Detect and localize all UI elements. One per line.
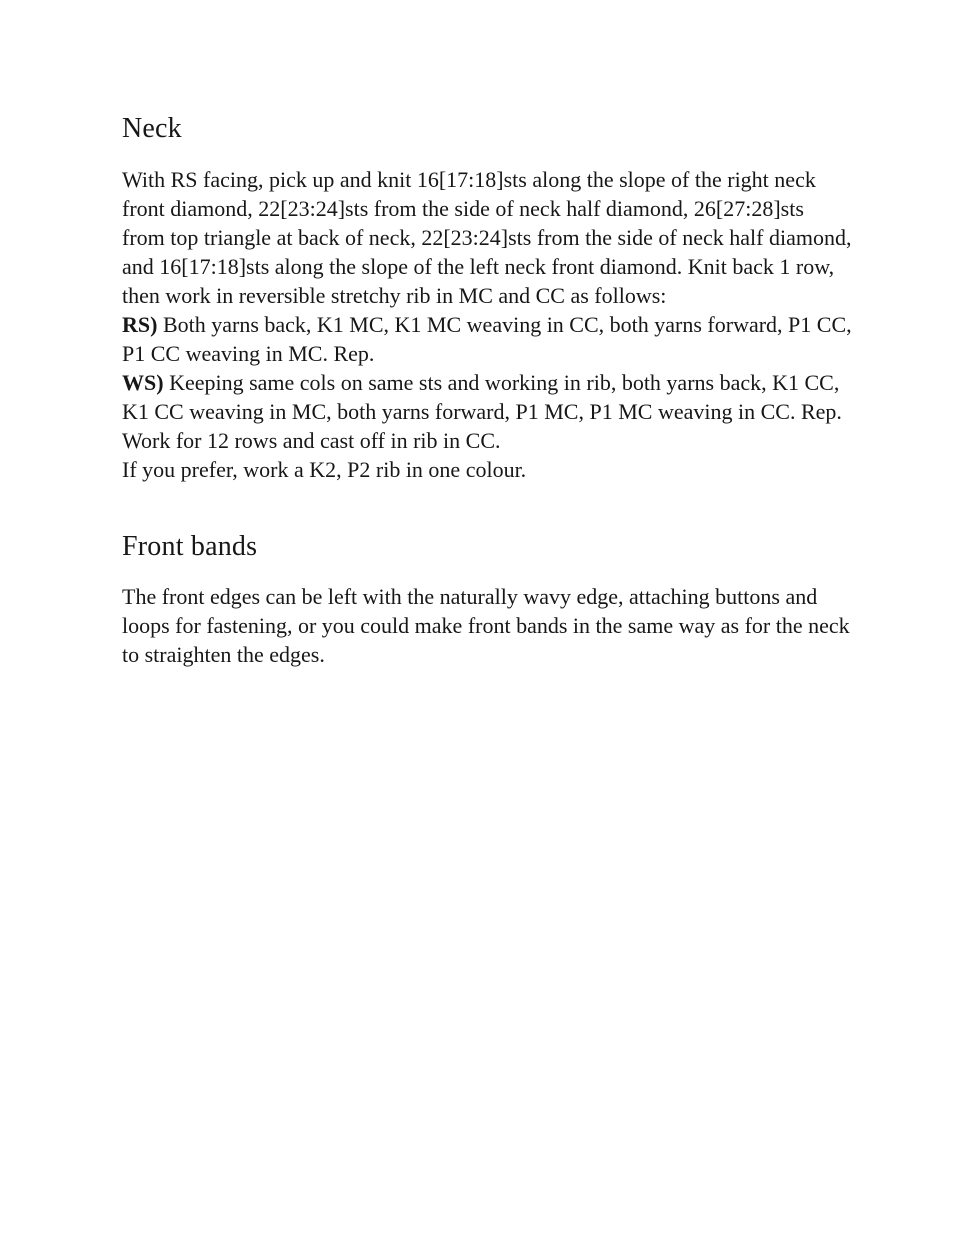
paragraph	[122, 368, 852, 426]
run-text: If you prefer, work a K2, P2 rib in one colour.	[122, 456, 527, 482]
run-text: With RS facing, pick up and knit 16[17:18]sts along the slope of the right neck front diamond, 22[23:24]sts from the side of neck half diamond, 26[27:28]sts from top triangle at back of neck, 22[23:24]sts from the side of neck half diamond, and 16[17:18]sts along the slope of the left neck front diamond. Knit back 1 row, then work in reversible stretchy rib in MC and CC as follows:	[122, 166, 852, 308]
run-text: Keeping same cols on same sts and working in rib, both yarns back, K1 CC, K1 CC weaving in MC, both yarns forward, P1 MC, P1 MC weaving in CC. Rep.	[122, 369, 842, 424]
paragraph	[122, 455, 852, 484]
run-bold: RS)	[122, 311, 158, 337]
page-content	[122, 112, 852, 669]
section-heading-front-bands: Front bands	[122, 530, 258, 562]
section-heading-neck: Neck	[122, 113, 182, 144]
paragraph	[122, 426, 852, 455]
run-text: Work for 12 rows and cast off in rib in CC.	[122, 427, 501, 453]
section-front-bands	[122, 530, 852, 670]
paragraph	[122, 165, 852, 310]
paragraph	[122, 310, 852, 368]
paragraph	[122, 582, 852, 669]
run-text: Both yarns back, K1 MC, K1 MC weaving in CC, both yarns forward, P1 CC, P1 CC weaving in MC. Rep.	[122, 311, 852, 366]
run-bold: WS)	[122, 369, 164, 395]
run-text: The front edges can be left with the naturally wavy edge, attaching buttons and loops for fastening, or you could make front bands in the same way as for the neck to straighten the edges.	[122, 584, 850, 668]
section-neck	[122, 112, 852, 484]
